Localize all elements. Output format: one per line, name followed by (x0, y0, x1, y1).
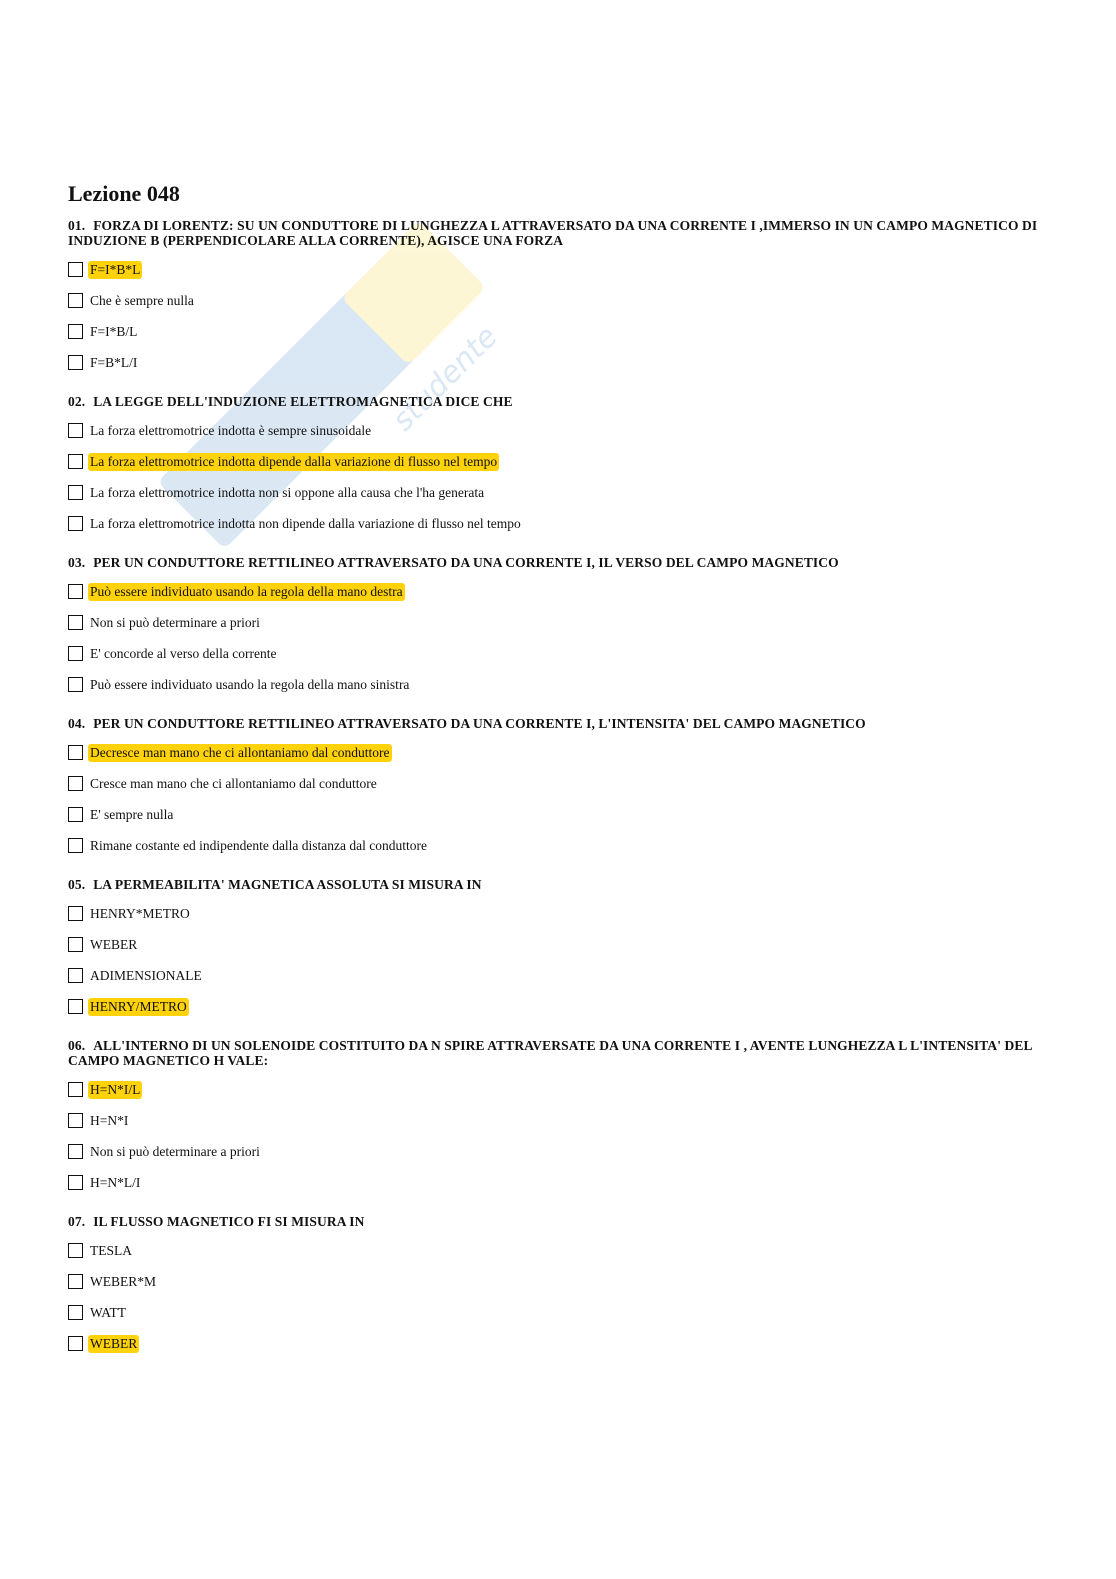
answer-checkbox[interactable] (68, 677, 83, 692)
question-number: 01. (68, 218, 86, 233)
answer-text: Non si può determinare a priori (90, 614, 260, 630)
answer-checkbox[interactable] (68, 838, 83, 853)
answer-text: WATT (90, 1304, 126, 1320)
answer-checkbox[interactable] (68, 1243, 83, 1258)
answer-checkbox[interactable] (68, 906, 83, 921)
question-block (68, 394, 1048, 539)
answer-checkbox[interactable] (68, 423, 83, 438)
answer-checkbox[interactable] (68, 646, 83, 661)
answer-checkbox[interactable] (68, 776, 83, 791)
question-text (68, 877, 1048, 892)
answer-text: E' concorde al verso della corrente (90, 645, 277, 661)
answer-option[interactable] (68, 415, 1048, 446)
answer-option[interactable] (68, 929, 1048, 960)
answer-option[interactable] (68, 991, 1048, 1022)
question-body: IL FLUSSO MAGNETICO FI SI MISURA IN (93, 1214, 365, 1229)
answer-text: ADIMENSIONALE (90, 967, 202, 983)
answer-option[interactable] (68, 1074, 1048, 1105)
answer-option[interactable] (68, 446, 1048, 477)
question-number: 02. (68, 394, 86, 409)
answer-text-highlighted: La forza elettromotrice indotta dipende dalla variazione di flusso nel tempo (90, 453, 498, 469)
answer-option[interactable] (68, 669, 1048, 700)
answer-text: Che è sempre nulla (90, 292, 194, 308)
answer-option[interactable] (68, 1105, 1048, 1136)
answer-text: HENRY*METRO (90, 905, 190, 921)
answer-option[interactable] (68, 1167, 1048, 1198)
page-title: Lezione 048 (68, 181, 180, 206)
answer-text: Rimane costante ed indipendente dalla distanza dal conduttore (90, 837, 428, 853)
question-text (68, 1214, 1048, 1229)
answer-checkbox[interactable] (68, 454, 83, 469)
answer-text: F=B*L/I (90, 354, 138, 370)
question-number: 05. (68, 877, 86, 892)
answer-checkbox[interactable] (68, 516, 83, 531)
question-text (68, 1038, 1048, 1068)
answer-checkbox[interactable] (68, 324, 83, 339)
answer-option[interactable] (68, 316, 1048, 347)
answer-text: E' sempre nulla (90, 806, 174, 822)
answer-option[interactable] (68, 737, 1048, 768)
question-block (68, 555, 1048, 700)
question-block (68, 1214, 1048, 1359)
question-body: PER UN CONDUTTORE RETTILINEO ATTRAVERSATO DA UNA CORRENTE I, L'INTENSITA' DEL CAMPO MAGNETICO (93, 716, 866, 731)
answer-option[interactable] (68, 1136, 1048, 1167)
answer-option[interactable] (68, 898, 1048, 929)
answer-checkbox[interactable] (68, 807, 83, 822)
question-number: 06. (68, 1038, 86, 1053)
answer-option[interactable] (68, 1266, 1048, 1297)
answer-option[interactable] (68, 830, 1048, 861)
answer-checkbox[interactable] (68, 937, 83, 952)
question-body: ALL'INTERNO DI UN SOLENOIDE COSTITUITO DA N SPIRE ATTRAVERSATE DA UNA CORRENTE I , AVENTE LUNGHEZZA L L'INTENSITA' DEL CAMPO MAGNETICO H VALE: (68, 1038, 1032, 1068)
question-block (68, 1038, 1048, 1198)
question-text (68, 394, 1048, 409)
answer-text: WEBER*M (90, 1273, 156, 1289)
answer-option[interactable] (68, 254, 1048, 285)
answer-text: Cresce man mano che ci allontaniamo dal conduttore (90, 775, 377, 791)
question-body: LA LEGGE DELL'INDUZIONE ELETTROMAGNETICA DICE CHE (93, 394, 513, 409)
answer-option[interactable] (68, 285, 1048, 316)
svg-text:studente: studente (385, 319, 505, 439)
answer-checkbox[interactable] (68, 1144, 83, 1159)
answer-text: Non si può determinare a priori (90, 1143, 260, 1159)
answer-checkbox[interactable] (68, 293, 83, 308)
answer-option[interactable] (68, 1328, 1048, 1359)
answer-checkbox[interactable] (68, 999, 83, 1014)
answer-checkbox[interactable] (68, 1336, 83, 1351)
answer-option[interactable] (68, 576, 1048, 607)
answer-checkbox[interactable] (68, 1113, 83, 1128)
answer-checkbox[interactable] (68, 355, 83, 370)
question-block (68, 218, 1048, 378)
answer-option[interactable] (68, 638, 1048, 669)
question-number: 04. (68, 716, 86, 731)
answer-checkbox[interactable] (68, 262, 83, 277)
answer-text: H=N*I (90, 1112, 129, 1128)
answer-checkbox[interactable] (68, 584, 83, 599)
answer-text-highlighted: HENRY/METRO (90, 998, 187, 1014)
answer-text: F=I*B/L (90, 323, 138, 339)
answer-checkbox[interactable] (68, 485, 83, 500)
question-block (68, 877, 1048, 1022)
answer-option[interactable] (68, 477, 1048, 508)
answer-text: La forza elettromotrice indotta non dipende dalla variazione di flusso nel tempo (90, 515, 521, 531)
answer-text-highlighted: Decresce man mano che ci allontaniamo dal conduttore (90, 744, 390, 760)
question-body: LA PERMEABILITA' MAGNETICA ASSOLUTA SI MISURA IN (93, 877, 482, 892)
document-body (68, 180, 1048, 1375)
answer-text: WEBER (90, 936, 138, 952)
answer-text-highlighted: WEBER (90, 1335, 138, 1351)
answer-text: La forza elettromotrice indotta non si oppone alla causa che l'ha generata (90, 484, 485, 500)
answer-text: H=N*L/I (90, 1174, 141, 1190)
answer-text-highlighted: H=N*I/L (90, 1081, 141, 1097)
question-list (68, 218, 1048, 1359)
answer-checkbox[interactable] (68, 968, 83, 983)
question-block (68, 716, 1048, 861)
answer-option[interactable] (68, 508, 1048, 539)
answer-checkbox[interactable] (68, 1175, 83, 1190)
answer-text-highlighted: F=I*B*L (90, 261, 141, 277)
answer-option[interactable] (68, 768, 1048, 799)
question-number: 07. (68, 1214, 86, 1229)
answer-text: La forza elettromotrice indotta è sempre sinusoidale (90, 422, 372, 438)
answer-checkbox[interactable] (68, 745, 83, 760)
answer-checkbox[interactable] (68, 1082, 83, 1097)
question-body: PER UN CONDUTTORE RETTILINEO ATTRAVERSATO DA UNA CORRENTE I, IL VERSO DEL CAMPO MAGNETICO (93, 555, 839, 570)
question-text (68, 716, 1048, 731)
answer-text-highlighted: Può essere individuato usando la regola della mano destra (90, 583, 403, 599)
answer-option[interactable] (68, 960, 1048, 991)
answer-text: TESLA (90, 1242, 132, 1258)
answer-checkbox[interactable] (68, 1274, 83, 1289)
answer-text: Può essere individuato usando la regola della mano sinistra (90, 676, 410, 692)
answer-option[interactable] (68, 347, 1048, 378)
question-body: FORZA DI LORENTZ: SU UN CONDUTTORE DI LUNGHEZZA L ATTRAVERSATO DA UNA CORRENTE I ,IMMERSO IN UN CAMPO MAGNETICO DI INDUZIONE B (PERPENDICOLARE ALLA CORRENTE), AGISCE UNA FORZA (68, 218, 1038, 248)
answer-checkbox[interactable] (68, 615, 83, 630)
question-text (68, 555, 1048, 570)
answer-option[interactable] (68, 1297, 1048, 1328)
answer-option[interactable] (68, 1235, 1048, 1266)
answer-checkbox[interactable] (68, 1305, 83, 1320)
question-number: 03. (68, 555, 86, 570)
answer-option[interactable] (68, 799, 1048, 830)
question-text (68, 218, 1048, 248)
answer-option[interactable] (68, 607, 1048, 638)
